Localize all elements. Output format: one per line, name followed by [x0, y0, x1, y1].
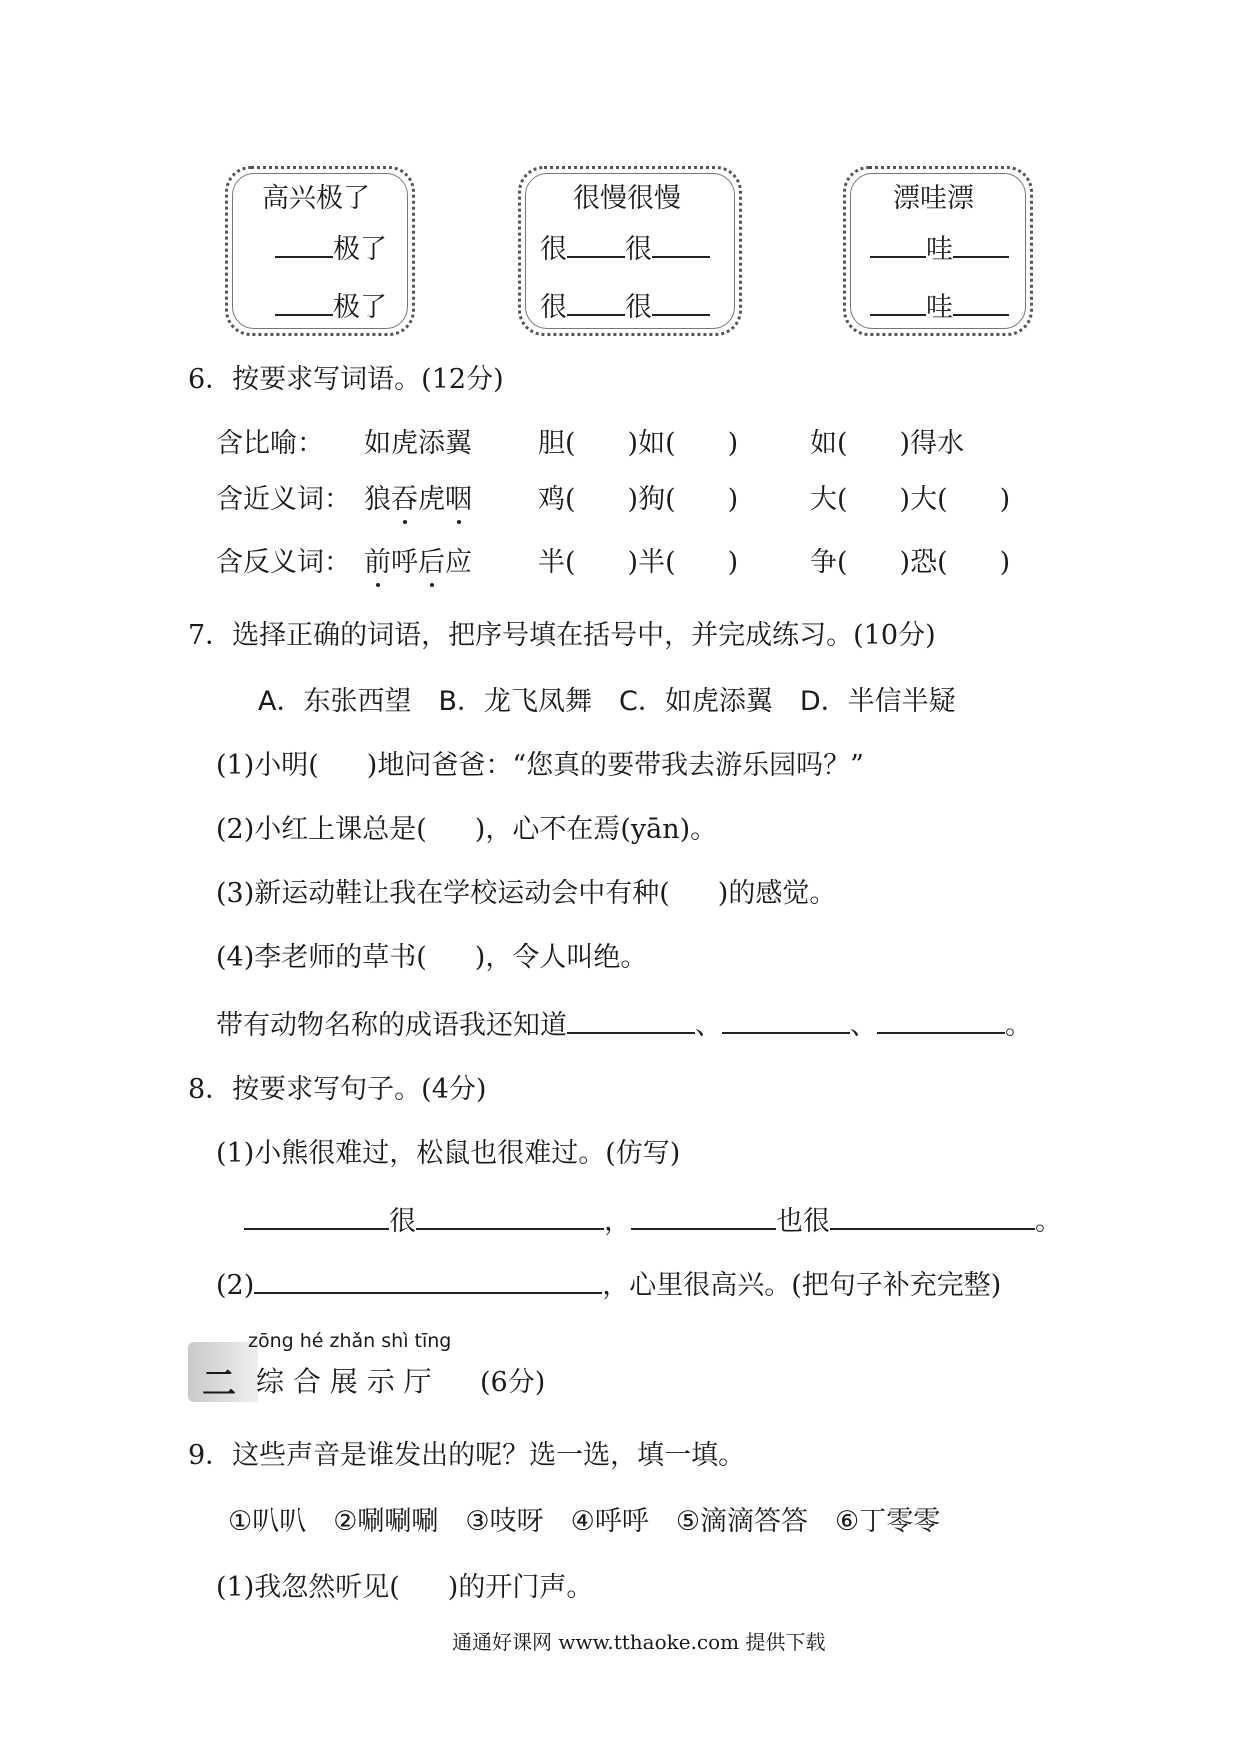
word-box-2-title: 很慢很慢: [573, 183, 681, 214]
q6-row-2-label: 含近义词：: [216, 484, 351, 515]
q8-item-1: (1)小熊很难过，松鼠也很难过。(仿写): [216, 1138, 681, 1169]
q7-item-4[interactable]: (4)李老师的草书( )，令人叫绝。: [216, 942, 648, 973]
blank[interactable]: [567, 1010, 695, 1034]
blank[interactable]: [567, 234, 625, 258]
question-6-title: 6．按要求写词语。(12分): [188, 364, 504, 395]
blank[interactable]: [416, 1206, 604, 1230]
q6-row-2-item-a[interactable]: 鸡( )狗( ): [538, 484, 739, 515]
section-2-pinyin: zōng hé zhǎn shì tīng: [248, 1330, 452, 1352]
blank[interactable]: [953, 292, 1009, 316]
blank[interactable]: [722, 1010, 850, 1034]
section-2-title: 综 合 展 示 厅: [256, 1365, 432, 1398]
q6-row-3-item-b[interactable]: 争( )恐( ): [810, 547, 1011, 578]
q6-row-3-label: 含反义词：: [216, 547, 351, 578]
word-box-3-line1: 哇: [870, 234, 1009, 263]
blank[interactable]: [870, 292, 926, 316]
blank[interactable]: [652, 292, 710, 316]
blank[interactable]: [275, 292, 333, 316]
q7-options: A．东张西望 B．龙飞凤舞 C．如虎添翼 D．半信半疑: [258, 686, 956, 717]
q7-extra: 带有动物名称的成语我还知道 、 、 。: [216, 1010, 1032, 1041]
question-9-title: 9．这些声音是谁发出的呢？选一选，填一填。: [188, 1440, 746, 1471]
q6-row-2-item-b[interactable]: 大( )大( ): [810, 484, 1011, 515]
blank[interactable]: [567, 292, 625, 316]
footer-text: 通通好课网 www.tthaoke.com 提供下载: [452, 1630, 826, 1654]
blank[interactable]: [275, 234, 333, 258]
q8-item-1-answer: 很 ， 也很 。: [244, 1206, 1062, 1235]
word-box-1-title: 高兴极了: [262, 183, 370, 214]
blank[interactable]: [830, 1206, 1035, 1230]
question-8-title: 8．按要求写句子。(4分): [188, 1074, 487, 1105]
question-7-title: 7．选择正确的词语，把序号填在括号中，并完成练习。(10分): [188, 620, 936, 651]
section-2-header: [188, 1330, 608, 1402]
q6-row-2-example: 狼吞虎咽: [364, 484, 472, 515]
q7-item-1[interactable]: (1)小明( )地问爸爸：“您真的要带我去游乐园吗？”: [216, 750, 864, 781]
blank[interactable]: [877, 1010, 1005, 1034]
q6-row-3-example: 前呼后应: [364, 547, 472, 578]
blank[interactable]: [652, 234, 710, 258]
blank[interactable]: [870, 234, 926, 258]
section-2-score: (6分): [480, 1367, 546, 1398]
section-2-number: 二: [202, 1364, 236, 1404]
blank[interactable]: [254, 1270, 602, 1294]
q6-row-1-item-b[interactable]: 如( )得水: [810, 428, 965, 459]
q6-row-3-item-a[interactable]: 半( )半( ): [538, 547, 739, 578]
q6-row-1-example: 如虎添翼: [364, 428, 472, 459]
word-box-1-line1: 极了: [275, 234, 387, 263]
q7-item-2[interactable]: (2)小红上课总是( )，心不在焉(yān)。: [216, 814, 718, 845]
word-box-2-line1: 很 很: [540, 234, 710, 263]
blank[interactable]: [953, 234, 1009, 258]
blank[interactable]: [244, 1206, 389, 1230]
word-box-1-line2: 极了: [275, 292, 387, 321]
q8-item-2: (2) ，心里很高兴。(把句子补充完整): [216, 1270, 1002, 1301]
word-box-2-line2: 很 很: [540, 292, 710, 321]
word-box-3-line2: 哇: [870, 292, 1009, 321]
q9-options: ①叭叭 ②唰唰唰 ③吱呀 ④呼呼 ⑤滴滴答答 ⑥丁零零: [228, 1506, 941, 1537]
q6-row-1-item-a[interactable]: 胆( )如( ): [538, 428, 739, 459]
q7-item-3[interactable]: (3)新运动鞋让我在学校运动会中有种( )的感觉。: [216, 878, 837, 909]
q9-item-1[interactable]: (1)我忽然听见( )的开门声。: [216, 1572, 594, 1603]
blank[interactable]: [631, 1206, 776, 1230]
word-box-3-title: 漂哇漂: [893, 183, 974, 214]
q6-row-1-label: 含比喻：: [216, 428, 324, 459]
